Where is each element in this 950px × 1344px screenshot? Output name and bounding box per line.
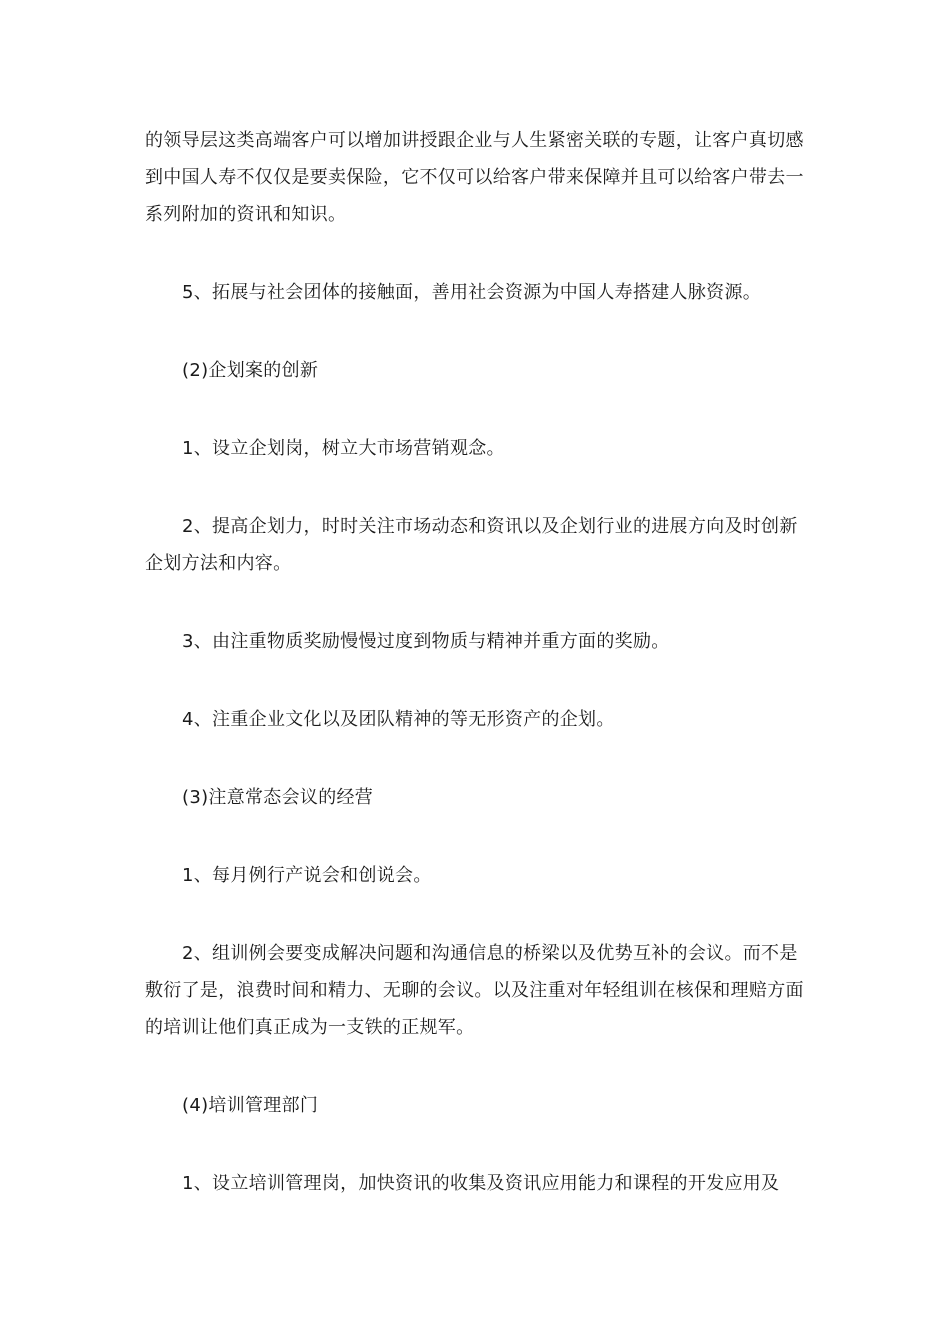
paragraph-item-1-planning-post: 1、设立企划岗，树立大市场营销观念。	[182, 438, 505, 459]
paragraph-item-2-planning-ability: 2、提高企划力，时时关注市场动态和资讯以及企划行业的进展方向及时创新企划方法和内容。	[145, 516, 798, 574]
paragraph-item-3-rewards: 3、由注重物质奖励慢慢过度到物质与精神并重方面的奖励。	[182, 631, 670, 652]
section-heading-training-department: (4)培训管理部门	[182, 1095, 319, 1116]
document-page	[145, 122, 815, 1202]
section-heading-regular-meetings: (3)注意常态会议的经营	[182, 787, 374, 808]
paragraph-item-2-training-meetings: 2、组训例会要变成解决问题和沟通信息的桥梁以及优势互补的会议。而不是敷衍了是，浪费时间和精力、无聊的会议。以及注重对年轻组训在核保和理赔方面的培训让他们真正成为一支铁的正规军。	[145, 943, 804, 1038]
paragraph-item-1-training-post: 1、设立培训管理岗，加快资讯的收集及资讯应用能力和课程的开发应用及	[182, 1173, 780, 1194]
section-heading-planning-innovation: (2)企划案的创新	[182, 360, 319, 381]
paragraph-continuation: 的领导层这类高端客户可以增加讲授跟企业与人生紧密关联的专题，让客户真切感到中国人寿不仅仅是要卖保险，它不仅可以给客户带来保障并且可以给客户带去一系列附加的资讯和知识。	[145, 130, 804, 225]
paragraph-item-1-monthly-meetings: 1、每月例行产说会和创说会。	[182, 865, 432, 886]
paragraph-item-5-social-resources: 5、拓展与社会团体的接触面，善用社会资源为中国人寿搭建人脉资源。	[182, 282, 762, 303]
paragraph-item-4-corporate-culture: 4、注重企业文化以及团队精神的等无形资产的企划。	[182, 709, 615, 730]
